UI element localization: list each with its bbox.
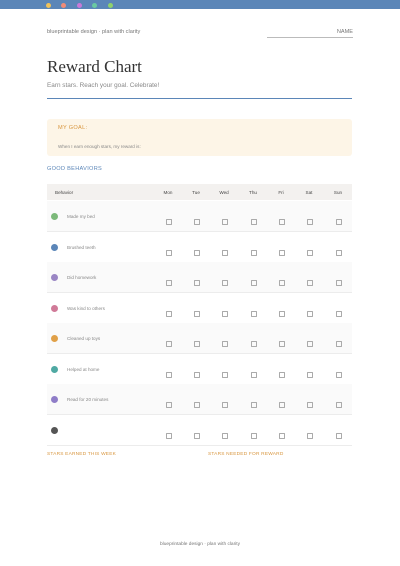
behavior-color-dot <box>51 396 58 403</box>
behavior-label: Helped at home <box>67 366 100 372</box>
day-checkbox[interactable] <box>222 250 228 256</box>
behavior-color-dot <box>51 305 58 312</box>
table-row <box>47 323 352 354</box>
header-dot <box>108 3 113 8</box>
header-dot <box>77 3 82 8</box>
header-dot <box>92 3 97 8</box>
behavior-color-dot <box>51 335 58 342</box>
day-checkbox[interactable] <box>194 311 200 317</box>
stars-earned-label: STARS EARNED THIS WEEK <box>47 452 116 457</box>
day-checkbox[interactable] <box>251 372 257 378</box>
day-checkbox[interactable] <box>166 250 172 256</box>
behavior-label: Was kind to others <box>67 305 105 311</box>
day-checkbox[interactable] <box>307 250 313 256</box>
day-checkbox[interactable] <box>194 250 200 256</box>
day-checkbox[interactable] <box>166 402 172 408</box>
day-checkbox[interactable] <box>279 372 285 378</box>
header-dot <box>61 3 66 8</box>
table-header <box>47 184 352 200</box>
behavior-label: Brushed teeth <box>67 244 96 250</box>
behavior-label: Cleaned up toys <box>67 336 101 341</box>
day-checkbox[interactable] <box>307 311 313 317</box>
day-checkbox[interactable] <box>307 402 313 408</box>
day-checkbox[interactable] <box>336 402 342 408</box>
day-checkbox[interactable] <box>336 372 342 378</box>
stars-needed-label: STARS NEEDED FOR REWARD <box>208 452 284 457</box>
day-checkbox[interactable] <box>251 219 257 225</box>
day-column-header: Fri <box>278 190 284 195</box>
day-checkbox[interactable] <box>222 311 228 317</box>
behavior-color-dot <box>51 366 58 373</box>
day-checkbox[interactable] <box>307 433 313 439</box>
name-label: NAME <box>336 29 353 35</box>
day-checkbox[interactable] <box>194 402 200 408</box>
top-color-bar <box>0 0 400 9</box>
day-checkbox[interactable] <box>251 341 257 347</box>
day-checkbox[interactable] <box>307 280 313 286</box>
page-subtitle: Earn stars. Reach your goal. Celebrate! <box>47 82 160 89</box>
day-checkbox[interactable] <box>166 280 172 286</box>
day-checkbox[interactable] <box>336 433 342 439</box>
table-row <box>47 354 352 385</box>
behavior-color-dot <box>51 427 58 434</box>
day-column-header: Tue <box>192 190 200 195</box>
day-column-header: Sat <box>305 190 313 195</box>
day-checkbox[interactable] <box>279 280 285 286</box>
day-checkbox[interactable] <box>194 372 200 378</box>
behavior-color-dot <box>51 274 58 281</box>
day-checkbox[interactable] <box>222 433 228 439</box>
table-row <box>47 415 352 446</box>
day-checkbox[interactable] <box>222 341 228 347</box>
day-checkbox[interactable] <box>307 341 313 347</box>
day-checkbox[interactable] <box>279 341 285 347</box>
day-checkbox[interactable] <box>166 372 172 378</box>
day-checkbox[interactable] <box>336 219 342 225</box>
day-checkbox[interactable] <box>194 219 200 225</box>
section-title: GOOD BEHAVIORS <box>47 166 103 172</box>
day-checkbox[interactable] <box>279 219 285 225</box>
day-checkbox[interactable] <box>251 402 257 408</box>
table-row <box>47 201 352 232</box>
day-checkbox[interactable] <box>166 341 172 347</box>
day-checkbox[interactable] <box>336 280 342 286</box>
day-checkbox[interactable] <box>194 341 200 347</box>
behavior-color-dot <box>51 213 58 220</box>
page-title: Reward Chart <box>47 57 142 76</box>
day-column-header: Sun <box>333 190 343 195</box>
brand-text: blueprintable design · plan with clarity <box>47 29 141 35</box>
day-checkbox[interactable] <box>251 433 257 439</box>
behavior-color-dot <box>51 244 58 251</box>
day-checkbox[interactable] <box>336 341 342 347</box>
day-checkbox[interactable] <box>336 311 342 317</box>
behavior-label: Made my bed <box>67 214 95 219</box>
footer-text: blueprintable design · plan with clarity <box>160 542 240 547</box>
day-checkbox[interactable] <box>166 219 172 225</box>
day-column-header: Mon <box>163 190 173 195</box>
day-checkbox[interactable] <box>194 433 200 439</box>
day-checkbox[interactable] <box>279 250 285 256</box>
day-checkbox[interactable] <box>307 219 313 225</box>
table-row <box>47 293 352 324</box>
title-divider <box>47 98 352 99</box>
day-checkbox[interactable] <box>279 402 285 408</box>
day-checkbox[interactable] <box>251 311 257 317</box>
day-checkbox[interactable] <box>279 433 285 439</box>
day-checkbox[interactable] <box>251 250 257 256</box>
day-checkbox[interactable] <box>336 250 342 256</box>
header-dot <box>46 3 51 8</box>
goal-heading: MY GOAL: <box>58 125 88 131</box>
day-checkbox[interactable] <box>307 372 313 378</box>
day-column-header: Thu <box>249 190 257 195</box>
behavior-label: Did homework <box>67 275 97 280</box>
day-checkbox[interactable] <box>166 433 172 439</box>
day-checkbox[interactable] <box>166 311 172 317</box>
behavior-column-header: Behavior <box>55 190 74 195</box>
goal-box <box>47 119 352 156</box>
behavior-label: Read for 20 minutes <box>67 397 109 402</box>
day-checkbox[interactable] <box>222 280 228 286</box>
table-row <box>47 232 352 263</box>
day-checkbox[interactable] <box>279 311 285 317</box>
day-checkbox[interactable] <box>194 280 200 286</box>
name-field[interactable] <box>267 29 353 38</box>
day-checkbox[interactable] <box>222 372 228 378</box>
day-checkbox[interactable] <box>251 280 257 286</box>
table-row <box>47 384 352 415</box>
goal-text: When I earn enough stars, my reward is: <box>58 144 141 149</box>
table-row <box>47 262 352 293</box>
day-checkbox[interactable] <box>222 402 228 408</box>
day-checkbox[interactable] <box>222 219 228 225</box>
day-column-header: Wed <box>219 190 229 195</box>
